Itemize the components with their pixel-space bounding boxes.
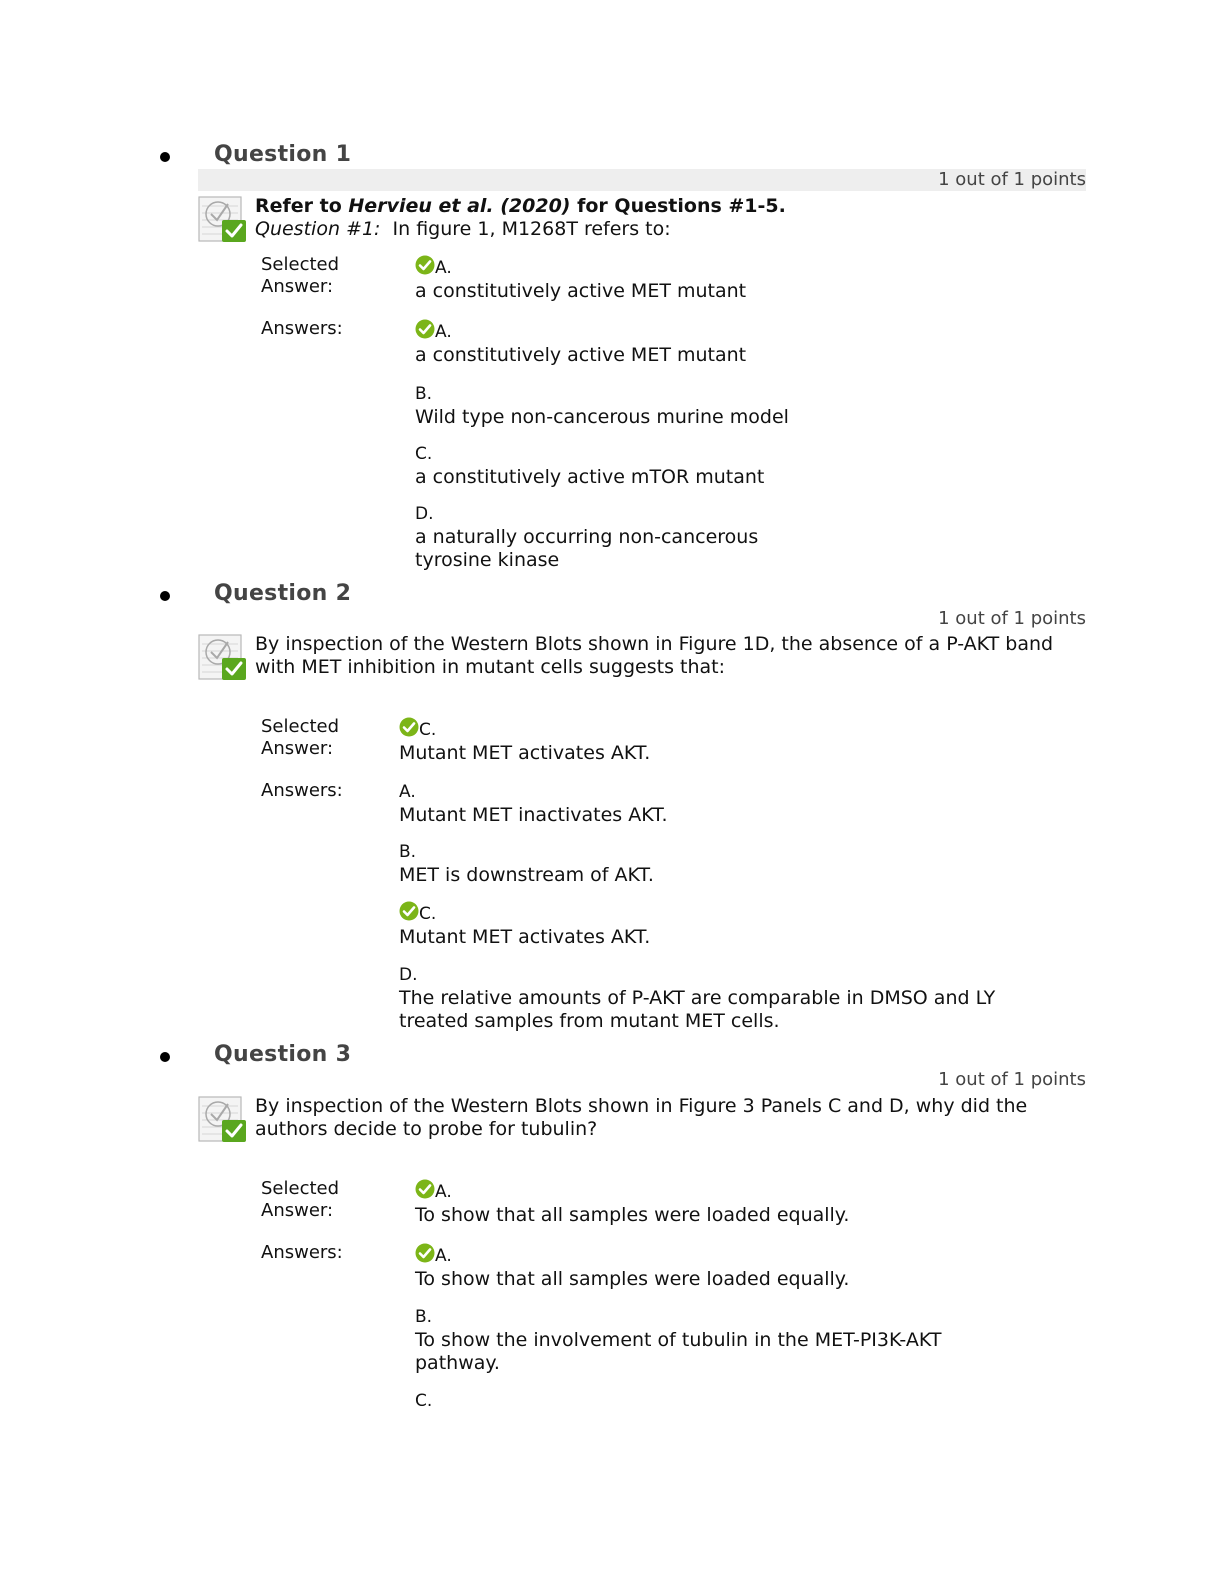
answer-option-a: A. To show that all samples were loaded equally. [415, 1243, 849, 1291]
graded-correct-icon [198, 1094, 248, 1144]
correct-check-icon [415, 319, 435, 339]
selected-answer-label: Selected Answer: [261, 716, 340, 759]
question-header [0, 581, 1224, 611]
answer-option-b: B. MET is downstream of AKT. [399, 842, 654, 886]
answer-option-c: C. Mutant MET activates AKT. [399, 901, 650, 949]
question-prompt [255, 195, 1090, 241]
answer-option-b: B. Wild type non-cancerous murine model [415, 384, 789, 428]
selected-answer-label: Selected Answer: [261, 254, 340, 297]
answer-option-a: A. a constitutively active MET mutant [415, 319, 746, 367]
correct-check-icon [415, 1243, 435, 1263]
prompt-question-text: In figure 1, M1268T refers to: [392, 218, 671, 240]
answer-option-c: C. [415, 1391, 433, 1411]
question-prompt: By inspection of the Western Blots shown in Figure 1D, the absence of a P-AKT band with MET inhibition in mutant cells suggests that: [255, 633, 1054, 678]
answer-option-d: D. a naturally occurring non-cancerous tyrosine kinase [415, 504, 759, 571]
correct-check-icon [415, 1179, 435, 1199]
answer-option-c: C. a constitutively active mTOR mutant [415, 444, 765, 488]
points-bar [198, 169, 1086, 191]
question-title: Question 2 [214, 581, 352, 606]
graded-correct-icon [198, 632, 248, 682]
answers-label: Answers: [261, 780, 343, 801]
selected-answer: A. a constitutively active MET mutant [415, 255, 746, 303]
selected-answer: C. Mutant MET activates AKT. [399, 717, 650, 765]
prompt-bold-text: for Questions #1-5. [570, 195, 786, 217]
answers-label: Answers: [261, 1242, 343, 1263]
prompt-question-number: Question #1: [255, 218, 381, 240]
question-title: Question 3 [214, 1042, 352, 1067]
points-score: 1 out of 1 points [938, 169, 1086, 190]
question-title: Question 1 [214, 142, 352, 167]
correct-check-icon [399, 901, 419, 921]
answer-option-d: D. The relative amounts of P-AKT are comparable in DMSO and LY treated samples from mutant MET cells. [399, 965, 996, 1032]
question-header [0, 142, 1224, 172]
correct-check-icon [415, 255, 435, 275]
prompt-bold-text: Refer to [255, 195, 349, 217]
points-score: 1 out of 1 points [938, 608, 1086, 629]
bullet [160, 152, 170, 162]
graded-correct-icon [198, 194, 248, 244]
bullet [160, 591, 170, 601]
selected-answer: A. To show that all samples were loaded equally. [415, 1179, 849, 1227]
selected-answer-label: Selected Answer: [261, 1178, 340, 1221]
answers-label: Answers: [261, 318, 343, 339]
points-bar [198, 1069, 1086, 1091]
answer-option-a: A. Mutant MET inactivates AKT. [399, 782, 668, 826]
question-header [0, 1042, 1224, 1072]
question-prompt: By inspection of the Western Blots shown in Figure 3 Panels C and D, why did the authors decide to probe for tubulin? [255, 1095, 1028, 1140]
points-bar [198, 608, 1086, 630]
answer-option-b: B. To show the involvement of tubulin in the MET-PI3K-AKT pathway. [415, 1307, 942, 1374]
bullet [160, 1052, 170, 1062]
correct-check-icon [399, 717, 419, 737]
prompt-citation: Hervieu et al. (2020) [348, 195, 571, 217]
points-score: 1 out of 1 points [938, 1069, 1086, 1090]
